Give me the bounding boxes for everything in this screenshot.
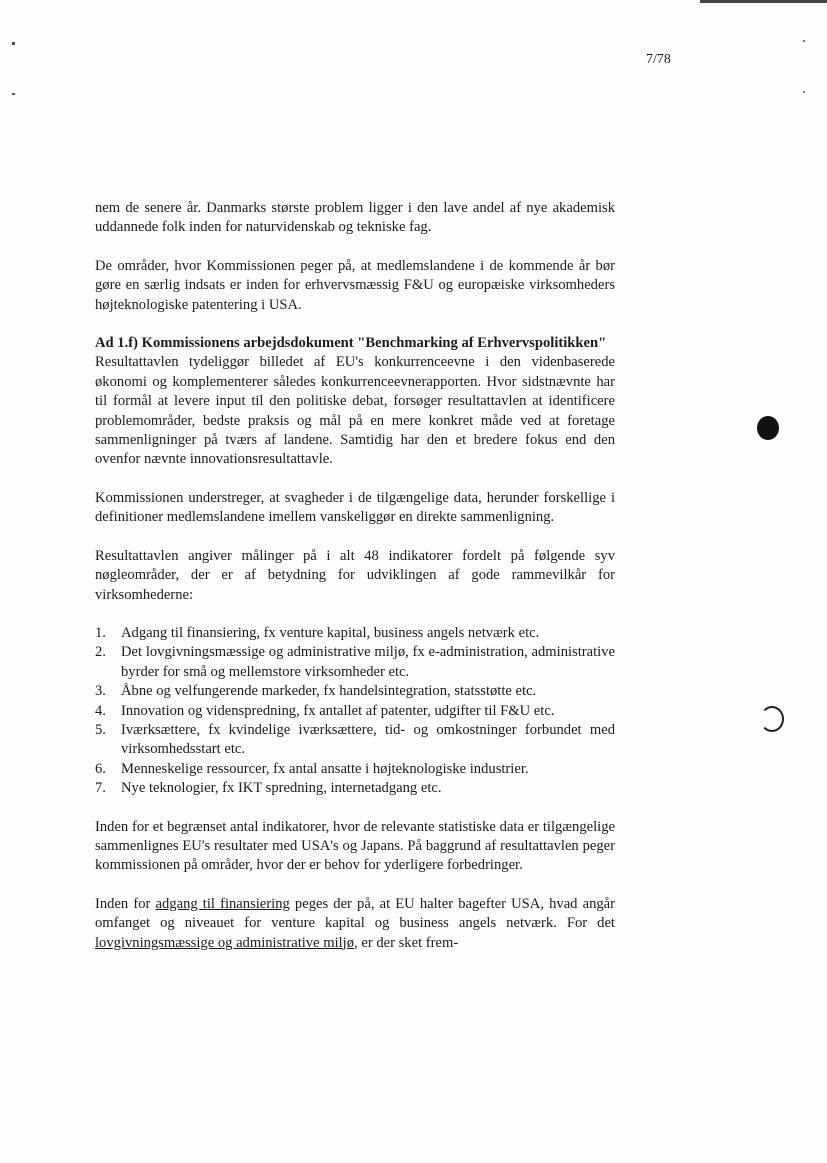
list-item <box>95 643 615 682</box>
paragraph-text: peges der på, at EU halter bagefter USA, hvad angår omfanget og niveauet for venture kapital og business angels netværk. For det <box>95 895 616 932</box>
page-number: 7/78 <box>646 52 671 67</box>
list-number: 4. <box>95 702 106 719</box>
list-number: 5. <box>95 721 106 738</box>
scan-speck <box>12 42 15 45</box>
document-body <box>95 199 615 972</box>
paragraph <box>95 895 615 953</box>
list-text: Adgang til finansiering, fx venture kapital, business angels netværk etc. <box>121 624 540 641</box>
scan-speck <box>803 40 805 42</box>
punch-hole-filled <box>757 416 779 440</box>
paragraph: Inden for et begrænset antal indikatorer, hvor de relevante statistiske data er tilgængelige sammenlignes EU's resultater med USA's og Japans. På baggrund af resultattavlen peger kommissionen på områder, hvor der er behov for yderligere forbedringer. <box>95 818 615 874</box>
list-item <box>95 779 615 798</box>
list-number: 6. <box>95 760 106 777</box>
list-number: 7. <box>95 780 106 797</box>
paragraph: De områder, hvor Kommissionen peger på, at medlemslandene i de kommende år bør gøre en særlig indsats er inden for erhvervsmæssig F&U og europæiske virksomheders højteknologiske patentering i USA. <box>95 257 615 313</box>
list-number: 2. <box>95 644 106 661</box>
list-item <box>95 682 615 701</box>
punch-hole-outline <box>760 706 784 732</box>
underlined-term: lovgivningsmæssige og administrative miljø <box>95 934 355 951</box>
underlined-term: adgang til finansiering <box>155 895 290 912</box>
key-areas-list <box>95 624 615 799</box>
list-item <box>95 624 615 643</box>
paragraph-text: Inden for <box>95 895 156 912</box>
scan-speck <box>803 91 805 93</box>
list-text: Nye teknologier, fx IKT spredning, internetadgang etc. <box>121 780 442 797</box>
section-heading: Ad 1.f) Kommissionens arbejdsdokument "Benchmarking af Erhvervspolitikken" <box>95 335 607 352</box>
list-number: 1. <box>95 624 106 641</box>
list-text: Iværksættere, fx kvindelige iværksættere, tid- og omkostninger forbundet med virksomhedsstart etc. <box>121 721 615 758</box>
list-text: Menneskelige ressourcer, fx antal ansatte i højteknologiske industrier. <box>121 760 529 777</box>
paragraph: Resultattavlen tydeliggør billedet af EU's konkurrenceevne i den videnbaserede økonomi og komplementerer således konkurrenceevnerapporten. Hvor sidstnævnte har til formål at levere input til den politiske debat, forsøger resultattavlen at identificere problemområder, bedste praksis og mål på en mere konkret måde ved at foretage sammenligninger på tværs af landene. Samtidig har den et bredere fokus end den ovenfor nævnte innovationsresultattavle. <box>95 354 615 468</box>
list-text: Innovation og videnspredning, fx antallet af patenter, udgifter til F&U etc. <box>121 702 555 719</box>
list-item <box>95 702 615 721</box>
scan-speck <box>12 93 15 95</box>
paragraph-text: , er der sket frem- <box>354 934 459 951</box>
list-text: Åbne og velfungerende markeder, fx handelsintegration, statsstøtte etc. <box>121 683 537 700</box>
list-text: Det lovgivningsmæssige og administrative miljø, fx e-administration, administrative byrder for små og mellemstore virksomheder etc. <box>121 644 615 680</box>
list-number: 3. <box>95 683 106 700</box>
list-item <box>95 760 615 779</box>
paragraph: nem de senere år. Danmarks største problem ligger i den lave andel af nye akademisk uddannede folk inden for naturvidenskab og tekniske fag. <box>95 200 615 236</box>
paragraph: Kommissionen understreger, at svagheder i de tilgængelige data, herunder forskellige i definitioner medlemslandene imellem vanskeliggør en direkte sammenligning. <box>95 489 615 526</box>
list-item <box>95 721 615 760</box>
paragraph: Resultattavlen angiver målinger på i alt 48 indikatorer fordelt på følgende syv nøgleområder, der er af betydning for udviklingen af gode rammevilkår for virksomhederne: <box>95 547 615 603</box>
scan-edge-line <box>700 0 827 3</box>
